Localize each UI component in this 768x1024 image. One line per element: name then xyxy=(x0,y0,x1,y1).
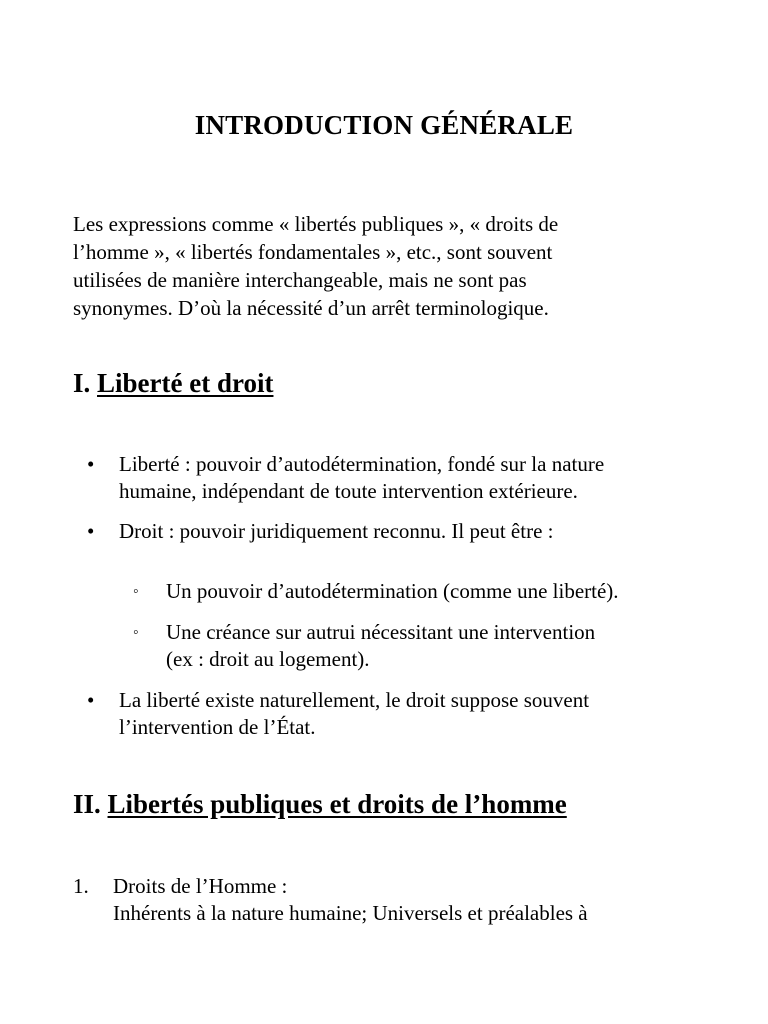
section-1-numeral: I. xyxy=(73,368,91,398)
bullet-item-liberte-existe xyxy=(87,687,719,741)
bullet-line: Droit : pouvoir juridiquement reconnu. Il peut être : xyxy=(119,519,554,543)
intro-line: synonymes. D’où la nécessité d’un arrêt terminologique. xyxy=(73,296,549,320)
bullet-icon: • xyxy=(87,452,95,476)
list-number: 1. xyxy=(73,874,89,898)
subitem-line: (ex : droit au logement). xyxy=(166,647,370,671)
subitem-line: Un pouvoir d’autodétermination (comme une liberté). xyxy=(166,579,619,603)
intro-line: utilisées de manière interchangeable, mais ne sont pas xyxy=(73,268,527,292)
sub-bullet-icon: ◦ xyxy=(133,624,139,641)
bullet-item-droit xyxy=(87,518,719,545)
bullet-icon: • xyxy=(87,688,95,712)
document-title: INTRODUCTION GÉNÉRALE xyxy=(194,110,574,140)
numbered-item-droits-homme xyxy=(73,873,713,927)
numbered-item-line: Droits de l’Homme : xyxy=(113,874,288,898)
subitem-creance xyxy=(133,619,726,673)
bullet-item-liberte xyxy=(87,451,719,505)
numbered-item-line: Inhérents à la nature humaine; Universels et préalables à xyxy=(113,901,588,925)
intro-line: Les expressions comme « libertés publiques », « droits de xyxy=(73,212,559,236)
section-2-numeral: II. xyxy=(73,789,101,819)
section-2-heading xyxy=(73,787,567,821)
bullet-line: l’intervention de l’État. xyxy=(119,715,316,739)
subitem-line: Une créance sur autrui nécessitant une intervention xyxy=(166,620,596,644)
intro-paragraph xyxy=(73,210,693,322)
section-1-heading xyxy=(73,366,273,400)
bullet-line: La liberté existe naturellement, le droit suppose souvent xyxy=(119,688,590,712)
bullet-line: Liberté : pouvoir d’autodétermination, fondé sur la nature xyxy=(119,452,605,476)
intro-line: l’homme », « libertés fondamentales », etc., sont souvent xyxy=(73,240,553,264)
bullet-line: humaine, indépendant de toute intervention extérieure. xyxy=(119,479,578,503)
bullet-icon: • xyxy=(87,519,95,543)
section-2-title: Libertés publiques et droits de l’homme xyxy=(107,789,567,819)
subitem-autodetermination xyxy=(133,578,726,605)
section-1-title: Liberté et droit xyxy=(97,368,274,398)
sub-bullet-icon: ◦ xyxy=(133,583,139,600)
